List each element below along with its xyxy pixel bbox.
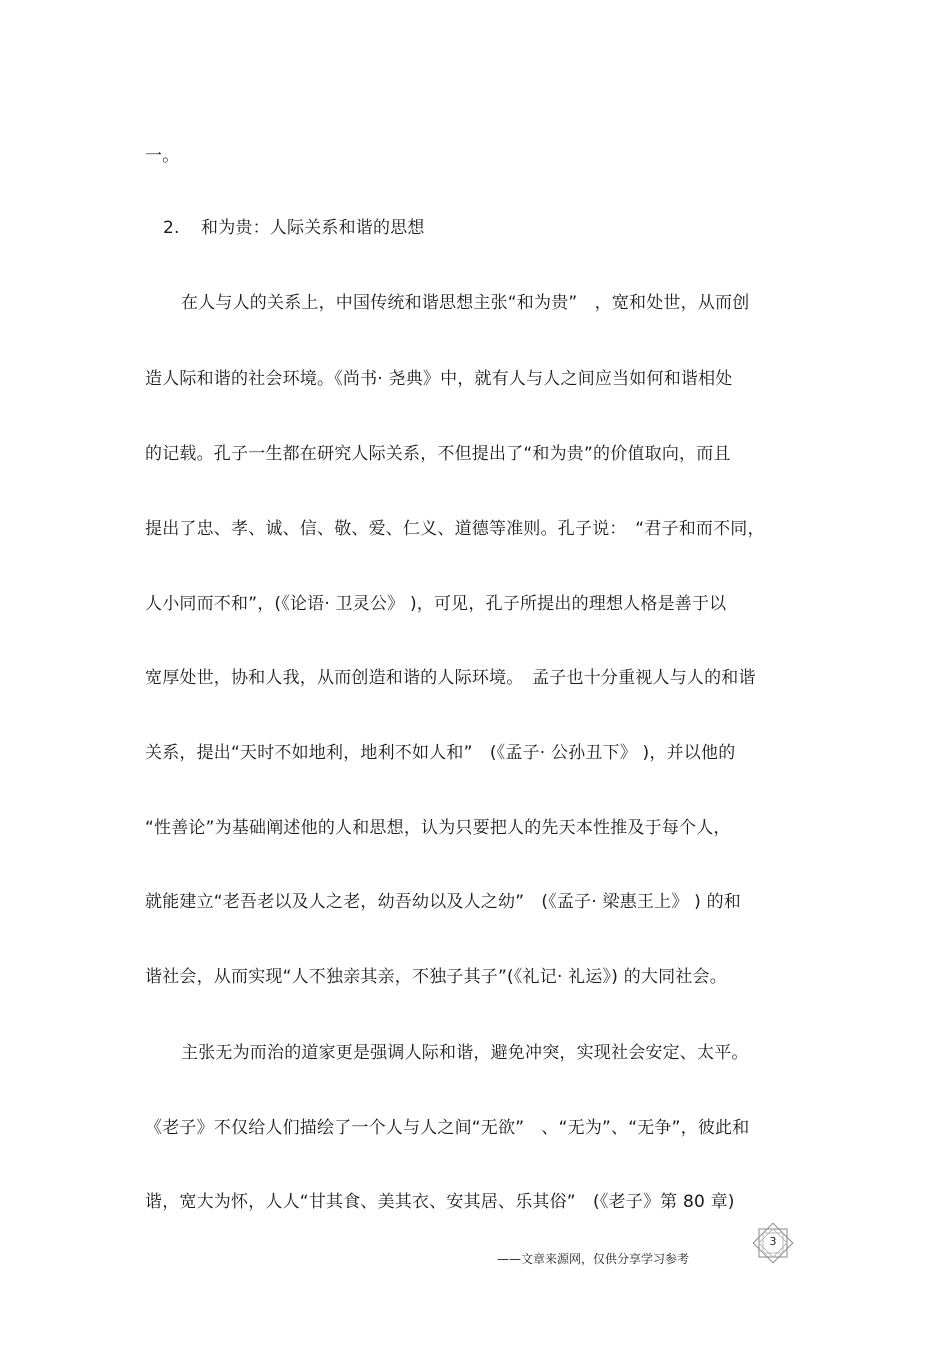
section-number: 2. <box>163 218 180 238</box>
text-line-8: 关系，提出“天时不如地利，地利不如人和” (《孟子· 公孙丑下》 )，并以他的 <box>145 743 736 763</box>
text-line-2: 在人与人的关系上，中国传统和谐思想主张“和为贵” ，宽和处世，从而创 <box>181 293 750 313</box>
text-line-7: 宽厚处世，协和人我，从而创造和谐的人际环境。 孟子也十分重视人与人的和谐 <box>145 668 756 688</box>
page-number: 3 <box>769 1235 777 1248</box>
text-line-4: 的记载。孔子一生都在研究人际关系，不但提出了“和为贵”的价值取向，而且 <box>145 444 731 464</box>
text-line-5: 提出了忠、孝、诚、信、敬、爱、仁义、道德等准则。孔子说： “君子和而不同， <box>145 519 765 539</box>
text-line-3: 造人际和谐的社会环境。《尚书· 尧典》中，就有人与人之间应当如何和谐相处 <box>145 369 733 389</box>
text-line-1: 一。 <box>145 146 180 166</box>
page-number-badge <box>750 1220 796 1266</box>
text-line-9: “性善论”为基础阐述他的人和思想，认为只要把人的先天本性推及于每个人， <box>145 818 731 838</box>
text-line-14: 谐，宽大为怀，人人“甘其食、美其衣、安其居、乐其俗” (《老子》第 80 章) <box>145 1192 735 1212</box>
text-line-10: 就能建立“老吾老以及人之老，幼吾幼以及人之幼” (《孟子· 梁惠王上》 ) 的和 <box>145 892 741 912</box>
text-line-6: 人小同而不和”，(《论语· 卫灵公》 )，可见，孔子所提出的理想人格是善于以 <box>145 594 727 614</box>
text-line-11: 谐社会，从而实现“人不独亲其亲，不独子其子”(《礼记· 礼运》) 的大同社会。 <box>145 967 727 987</box>
section-heading <box>163 216 823 240</box>
section-title: 和为贵：人际关系和谐的思想 <box>201 218 425 238</box>
footer-note: ——文章来源网，仅供分享学习参考 <box>497 1252 690 1266</box>
text-line-12: 主张无为而治的道家更是强调人际和谐，避免冲突，实现社会安定、太平。 <box>181 1043 749 1063</box>
text-line-13: 《老子》不仅给人们描绘了一个人与人之间“无欲” 、“无为”、“无争”，彼此和 <box>145 1118 750 1138</box>
